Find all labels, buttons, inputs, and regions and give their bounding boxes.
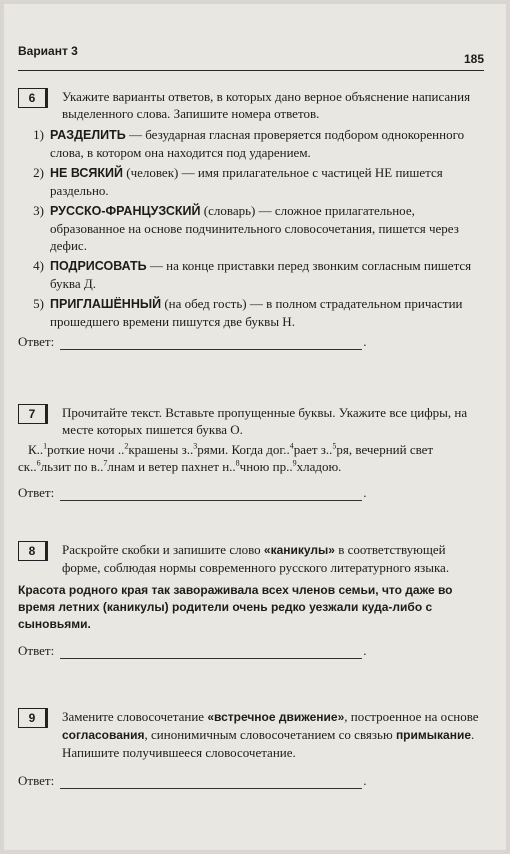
option-explanation: — безударная гласная проверяется подбором однокоренного слова, в котором она находится под ударением. [50,127,465,160]
gap-marker: 5 [332,441,337,451]
answer-line[interactable]: Ответ: . [18,485,367,500]
answer-line[interactable]: Ответ: . [18,643,367,658]
answer-line[interactable]: Ответ: . [18,334,367,349]
textbook-page [4,4,506,850]
answer-line[interactable]: Ответ: . [18,773,367,788]
keyword: «встречное движение» [207,710,345,724]
question-part: , синонимичным словосочетанием со связью [144,727,396,742]
question-part: Раскройте скобки и запишите слово [62,542,264,557]
gap-marker: 7 [103,458,108,468]
answer-label: Ответ: [18,334,55,349]
option-text [50,257,482,292]
question-part: , построенное на основе [344,709,479,724]
text-fragment: крашены з.. [128,442,194,457]
option-number: 4) [33,258,44,273]
task-6 [18,88,482,350]
task-sentence: Красота родного края так завораживала всех членов семьи, что даже во время летних (каникулы) родители очень редко уезжали куда-либо с сыновьями. [18,583,453,631]
question-part: в соответствующей форме, соблюдая нормы современного русского литературного языка. [62,542,450,575]
option-number: 3) [33,203,44,218]
task-question: Прочитайте текст. Вставьте пропущенные буквы. Укажите все цифры, на месте которых пишется буква О. [62,405,468,437]
option-text [50,164,482,199]
highlighted-word: ПРИГЛАШЁННЫЙ [50,297,162,311]
gap-marker: 2 [124,441,129,451]
text-fragment: хладою. [296,459,342,474]
option-item [18,164,482,199]
option-list [18,126,482,330]
option-text [50,202,482,254]
option-item [18,295,482,330]
task-8 [18,541,482,659]
task-number: 7 [18,404,48,424]
task-9 [18,708,482,789]
task-question [62,541,482,576]
text-fragment: рает з.. [293,442,333,457]
answer-label: Ответ: [18,485,55,500]
keyword: примыкание [395,728,471,742]
option-item [18,202,482,254]
answer-label: Ответ: [18,643,55,658]
question-part: Замените словосочетание [62,709,208,724]
option-number: 2) [33,165,44,180]
option-item [18,257,482,292]
task-question: Укажите варианты ответов, в которых дано верное объяснение написания выделенного слова. Запишите номера ответов. [62,89,471,121]
answer-field[interactable] [60,647,362,659]
question-part: . Напишите получившееся словосочетание. [62,727,475,760]
task-text [18,441,482,475]
option-number: 1) [33,127,44,142]
text-fragment: роткие ночи .. [47,442,125,457]
highlighted-word: НЕ ВСЯКИЙ [50,166,123,180]
gap-marker: 3 [193,441,198,451]
answer-field[interactable] [60,489,362,501]
text-fragment: чною пр.. [239,459,293,474]
gap-marker: 9 [292,458,297,468]
option-number: 5) [33,296,44,311]
option-explanation: (человек) — имя прилагательное с частицей НЕ пишется раздельно. [50,165,443,198]
gap-marker: 6 [36,458,41,468]
task-number: 9 [18,708,48,728]
answer-field[interactable] [60,338,362,350]
gap-marker: 4 [289,441,294,451]
option-text [50,126,482,161]
gap-marker: 8 [235,458,240,468]
option-explanation: (на обед гость) — в полном страдательном причастии прошедшего времени пишутся две буквы Н. [50,296,463,329]
keyword: согласования [62,728,145,742]
task-number: 6 [18,88,48,108]
text-fragment: льзит по в.. [40,459,104,474]
option-item [18,126,482,161]
page-header [18,44,484,71]
highlighted-word: РУССКО-ФРАНЦУЗСКИЙ [50,204,201,218]
text-fragment: рями. Когда дог.. [197,442,290,457]
gap-marker: 1 [43,441,48,451]
option-text [50,295,482,330]
task-7 [18,404,482,501]
option-explanation: — на конце приставки перед звонким согласным пишется буква Д. [50,258,472,291]
highlighted-word: ПОДРИСОВАТЬ [50,259,147,273]
keyword: «каникулы» [263,543,335,557]
variant-title: Вариант 3 [18,44,78,58]
text-fragment: лнам и ветер пахнет н.. [107,459,236,474]
option-explanation: (словарь) — сложное прилагательное, образованное на основе подчинительного словосочетания, пишется через дефис. [50,203,459,253]
answer-field[interactable] [60,777,362,789]
text-fragment: К.. [28,442,44,457]
answer-label: Ответ: [18,773,55,788]
page-number: 185 [463,52,484,66]
text-fragment: ря, вечерний свет ск.. [18,442,434,474]
task-question [62,708,482,761]
highlighted-word: РАЗДЕЛИТЬ [50,128,126,142]
task-number: 8 [18,541,48,561]
